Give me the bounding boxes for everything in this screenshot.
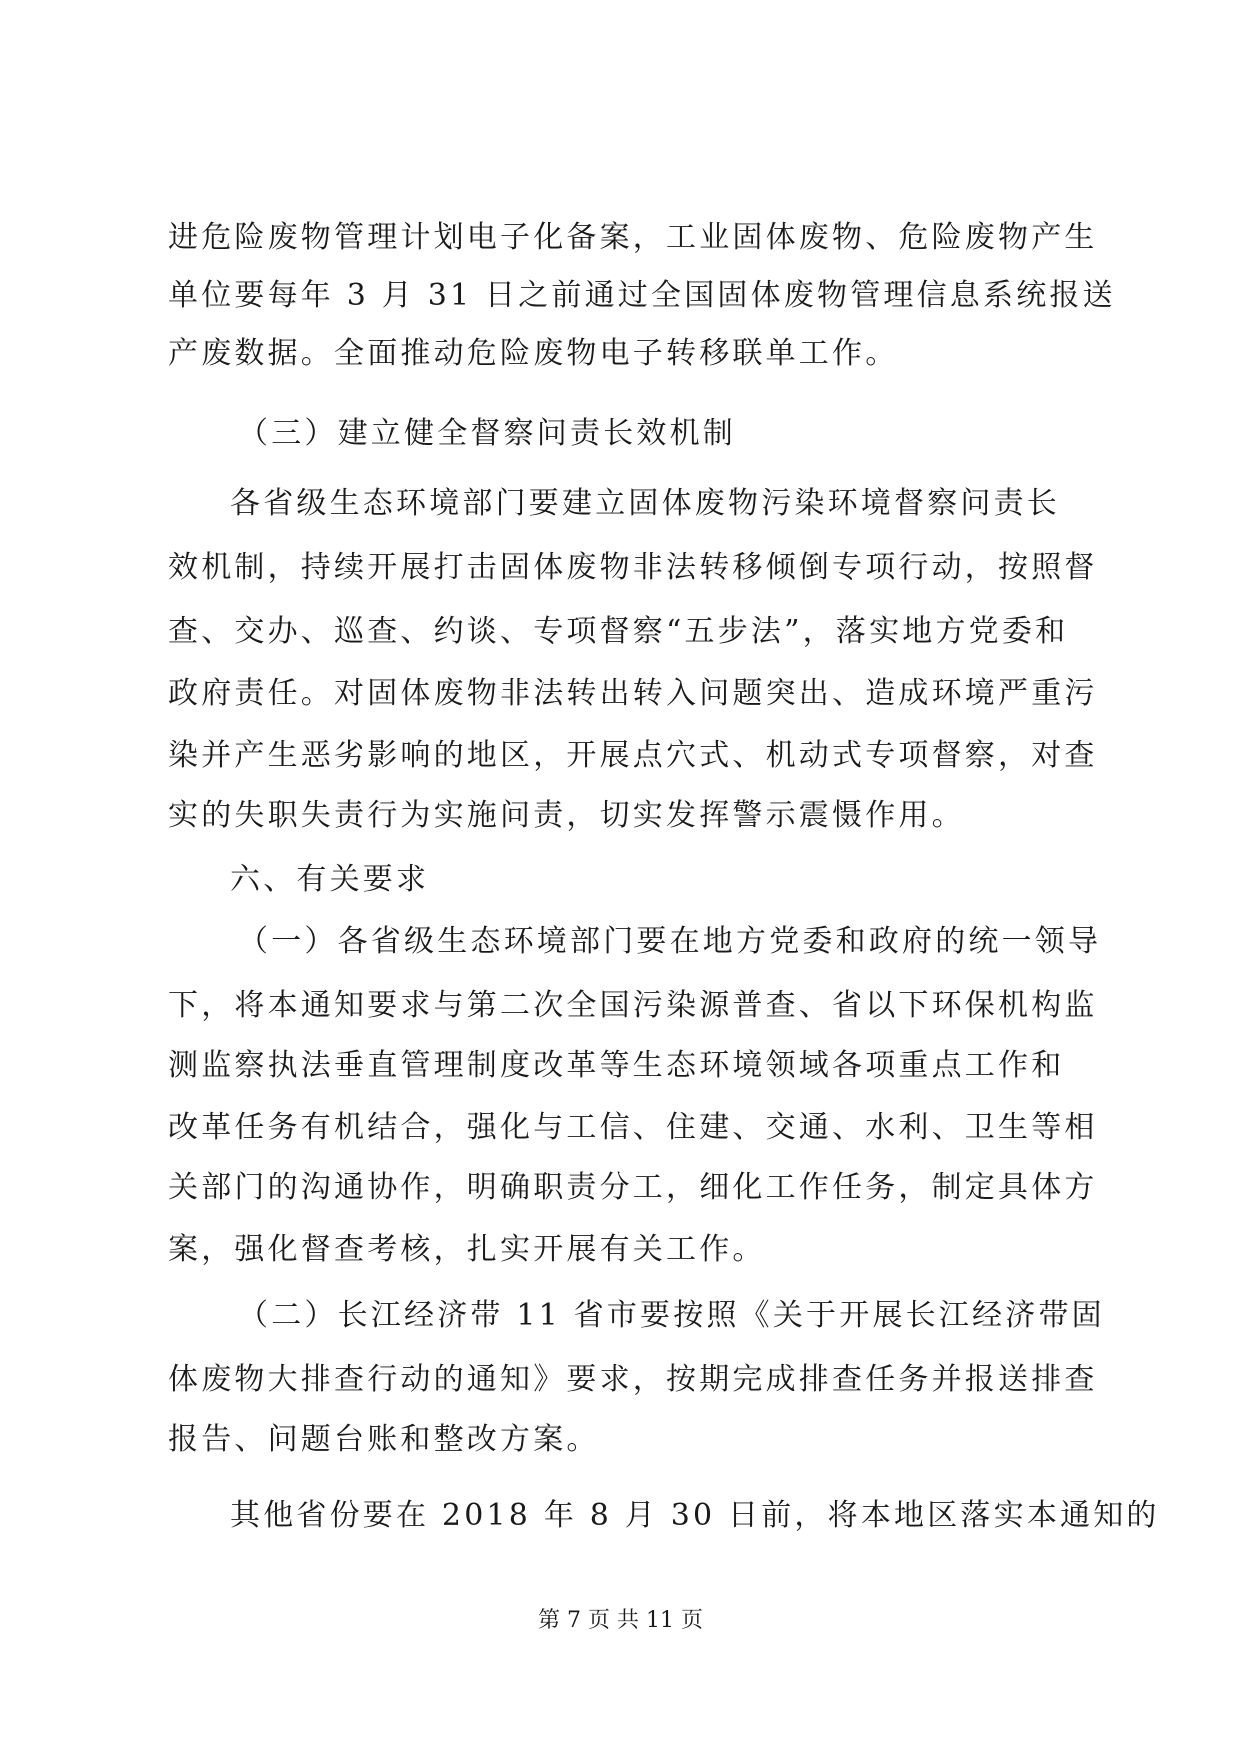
body-line: 染并产生恶劣影响的地区，开展点穴式、机动式专项督察，对查 bbox=[168, 738, 1098, 773]
body-line: 案，强化督查考核，扎实开展有关工作。 bbox=[168, 1232, 766, 1267]
body-line: 实的失职失责行为实施问责，切实发挥警示震慑作用。 bbox=[168, 798, 965, 833]
body-line: 改革任务有机结合，强化与工信、住建、交通、水利、卫生等相 bbox=[168, 1110, 1098, 1145]
body-line: （一）各省级生态环境部门要在地方党委和政府的统一领导 bbox=[238, 924, 1102, 959]
section-heading: （三）建立健全督察问责长效机制 bbox=[238, 416, 736, 451]
body-line: 产废数据。全面推动危险废物电子转移联单工作。 bbox=[168, 336, 899, 371]
body-line: 下，将本通知要求与第二次全国污染源普查、省以下环保机构监 bbox=[168, 988, 1098, 1023]
body-line: 关部门的沟通协作，明确职责分工，细化工作任务，制定具体方 bbox=[168, 1170, 1098, 1205]
body-line: 进危险废物管理计划电子化备案，工业固体废物、危险废物产生 bbox=[168, 220, 1098, 255]
body-line: 体废物大排查行动的通知》要求，按期完成排查任务并报送排查 bbox=[168, 1362, 1098, 1397]
body-line: 各省级生态环境部门要建立固体废物污染环境督察问责长 bbox=[230, 486, 1060, 521]
body-line: 政府责任。对固体废物非法转出转入问题突出、造成环境严重污 bbox=[168, 676, 1098, 711]
body-line: （二）长江经济带 11 省市要按照《关于开展长江经济带固 bbox=[238, 1298, 1105, 1333]
body-line: 查、交办、巡查、约谈、专项督察“五步法”，落实地方党委和 bbox=[168, 614, 1069, 649]
body-line: 效机制，持续开展打击固体废物非法转移倾倒专项行动，按照督 bbox=[168, 550, 1098, 585]
body-line: 测监察执法垂直管理制度改革等生态环境领域各项重点工作和 bbox=[168, 1048, 1065, 1083]
body-line: 报告、问题台账和整改方案。 bbox=[168, 1422, 600, 1457]
body-line: 其他省份要在 2018 年 8 月 30 日前，将本地区落实本通知的 bbox=[230, 1498, 1160, 1533]
body-line: 单位要每年 3 月 31 日之前通过全国固体废物管理信息系统报送 bbox=[168, 278, 1116, 313]
page-number: 第 7 页 共 11 页 bbox=[538, 1608, 703, 1633]
section-heading: 六、有关要求 bbox=[230, 862, 430, 897]
